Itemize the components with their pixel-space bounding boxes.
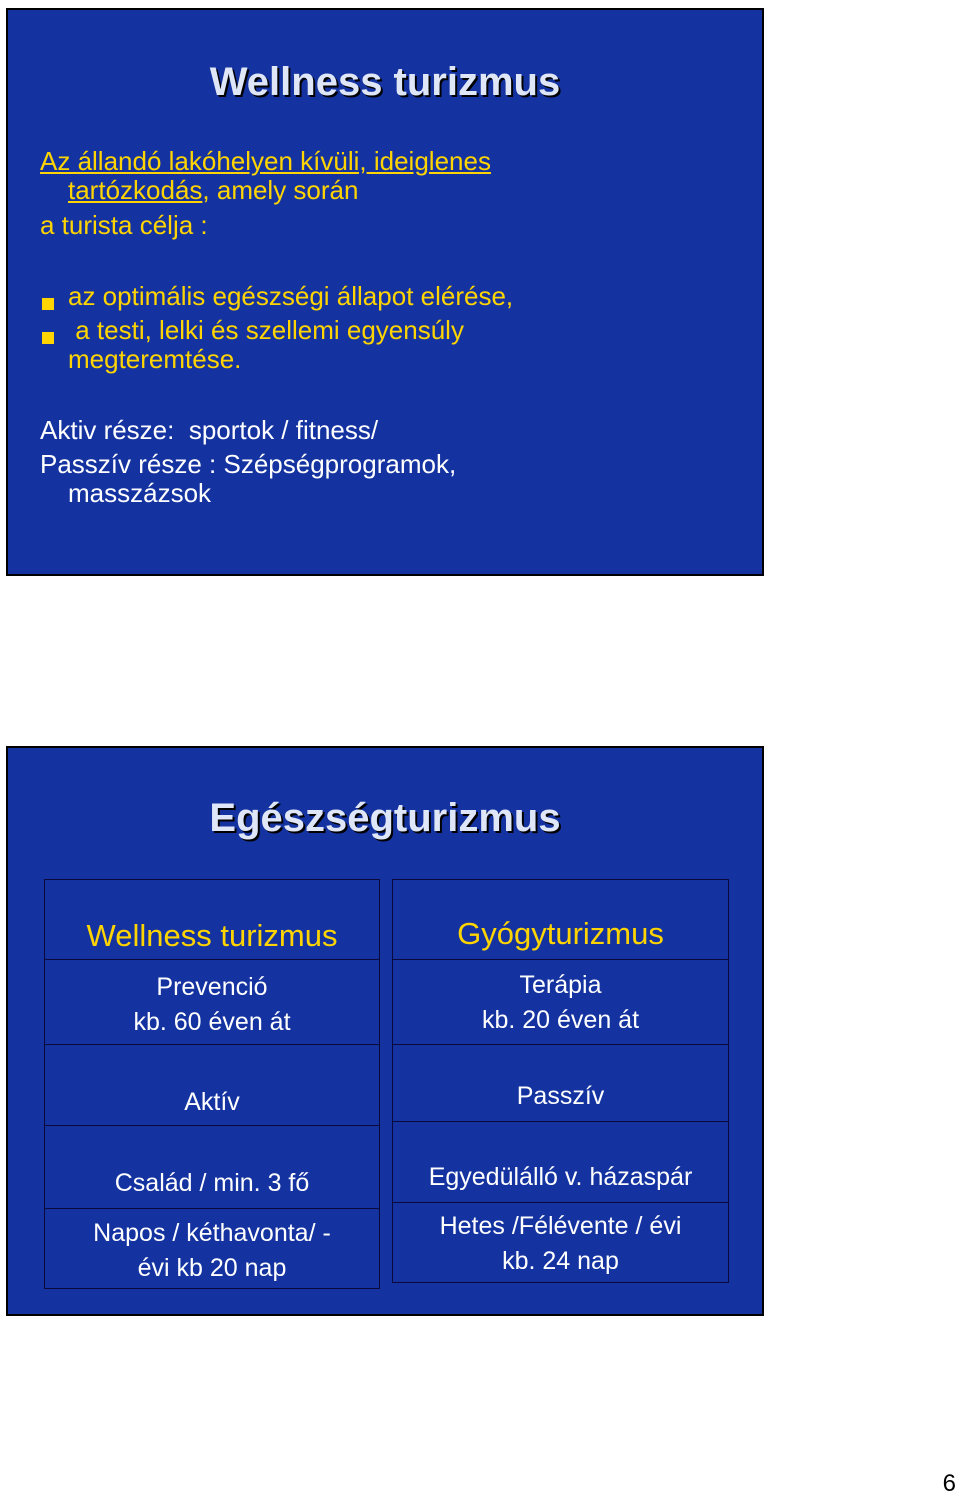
medical-header: Gyógyturizmus [457, 916, 664, 951]
medical-therapy-cell [392, 959, 729, 1045]
passive-part-text-continuation: masszázsok [68, 478, 212, 508]
slide-title: Wellness turizmus [209, 60, 561, 104]
wellness-frequency-cell [44, 1208, 380, 1289]
wellness-frequency-days: évi kb 20 nap [137, 1254, 287, 1282]
medical-duration: kb. 20 éven át [481, 1006, 640, 1034]
medical-type-cell [392, 1044, 729, 1122]
bullet-square-icon [42, 332, 54, 344]
page-number: 6 [942, 1470, 956, 1497]
medical-frequency: Hetes /Félévente / évi [439, 1212, 682, 1240]
wellness-frequency: Napos / kéthavonta/ - [93, 1219, 331, 1247]
wellness-prevention: Prevenció [156, 973, 268, 1001]
active-part-text: Aktiv része: sportok / fitness/ [40, 415, 379, 445]
definition-line-1: Az állandó lakóhelyen kívüli, ideiglenes [40, 146, 491, 176]
wellness-prevention-cell [44, 959, 380, 1045]
medical-therapy: Terápia [519, 971, 602, 999]
wellness-group: Család / min. 3 fő [114, 1169, 310, 1197]
wellness-header: Wellness turizmus [86, 918, 338, 953]
bullet-item: a testi, lelki és szellemi egyensúly [68, 315, 464, 345]
slide-health-tourism [6, 746, 764, 1316]
wellness-type-cell [44, 1044, 380, 1126]
medical-group-cell [392, 1121, 729, 1203]
wellness-header-cell [44, 879, 380, 961]
definition-line-2: tartózkodás, amely során [68, 175, 359, 205]
medical-header-cell [392, 879, 729, 961]
medical-group: Egyedülálló v. házaspár [428, 1163, 693, 1191]
wellness-group-cell [44, 1125, 380, 1209]
medical-frequency-cell [392, 1202, 729, 1283]
definition-line-3: a turista célja : [40, 210, 208, 240]
slide-wellness [6, 8, 764, 576]
medical-type: Passzív [516, 1082, 605, 1110]
wellness-duration: kb. 60 éven át [133, 1008, 291, 1036]
bullet-square-icon [42, 298, 54, 310]
bullet-item: az optimális egészségi állapot elérése, [68, 281, 514, 311]
wellness-type: Aktív [184, 1088, 240, 1116]
passive-part-text: Passzív része : Szépségprogramok, [40, 449, 457, 479]
medical-frequency-days: kb. 24 nap [502, 1247, 619, 1275]
bullet-item-continuation: megteremtése. [68, 344, 242, 374]
slide-title: Egészségturizmus [209, 796, 561, 840]
